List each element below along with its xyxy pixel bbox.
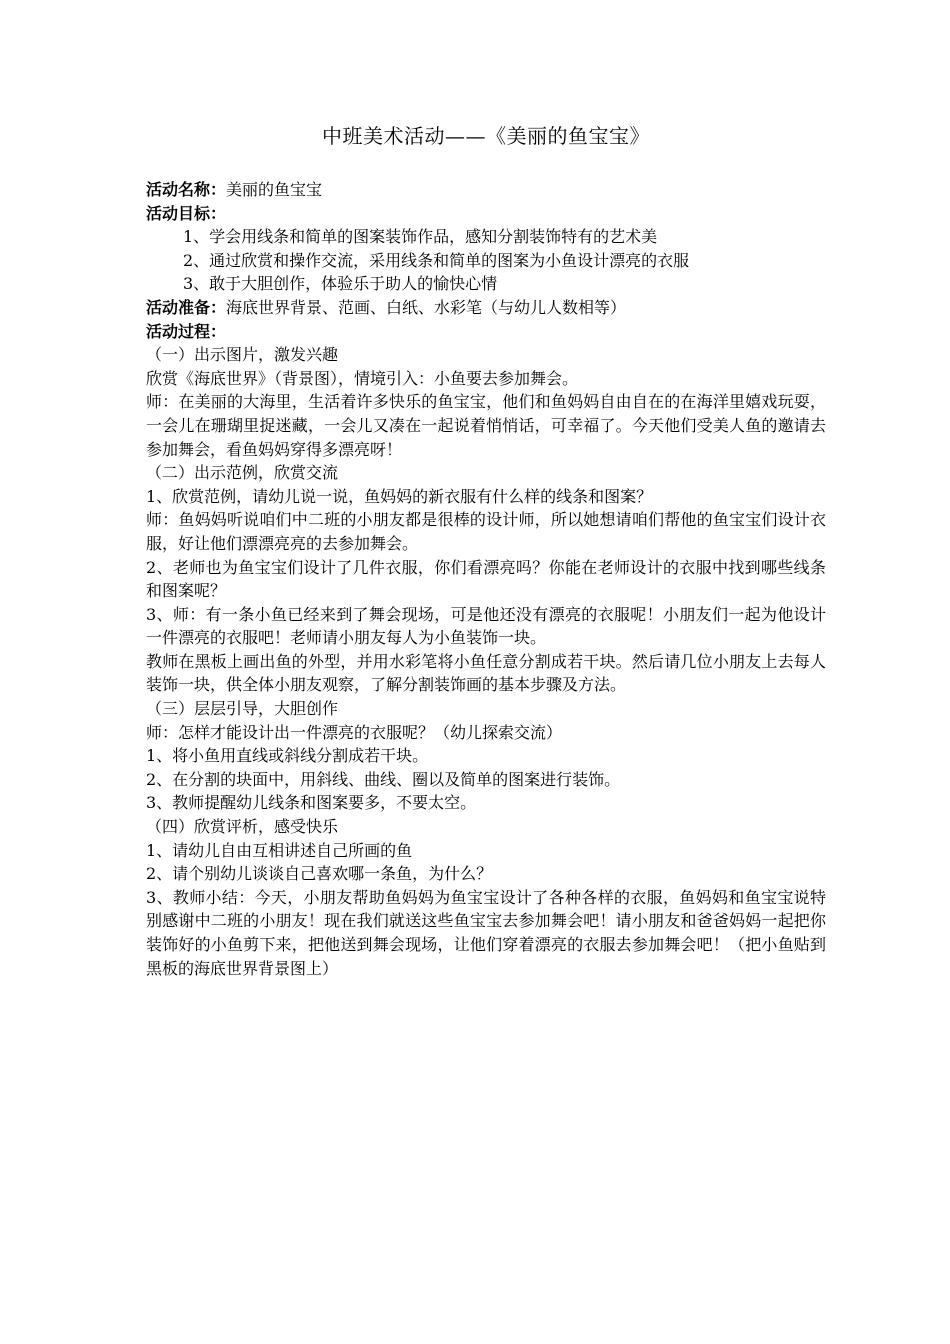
paragraph: 师：在美丽的大海里，生活着许多快乐的鱼宝宝，他们和鱼妈妈自由自在的在海洋里嬉戏玩耍，一会儿在珊瑚里捉迷藏，一会儿又凑在一起说着悄悄话，可幸福了。今天他们受美人鱼的邀请去参加舞会，看鱼妈妈穿得多漂亮呀！ (146, 392, 826, 459)
paragraph: 欣赏《海底世界》（背景图），情境引入：小鱼要去参加舞会。 (146, 368, 579, 388)
paragraph: 1、欣赏范例，请幼儿说一说，鱼妈妈的新衣服有什么样的线条和图案？ (146, 486, 653, 506)
paragraph: 3、教师小结：今天，小朋友帮助鱼妈妈为鱼宝宝设计了各种各样的衣服，鱼妈妈和鱼宝宝说特别感谢中二班的小朋友！现在我们就送这些鱼宝宝去参加舞会吧！请小朋友和爸爸妈妈一起把你装饰好的小鱼剪下来，把他送到舞会现场，让他们穿着漂亮的衣服去参加舞会吧！（把小鱼贴到黑板的海底世界背景图上） (146, 887, 826, 978)
activity-name-label: 活动名称： (146, 180, 227, 199)
activity-prep-label: 活动准备： (146, 297, 227, 317)
goal-item: 1、学会用线条和简单的图案装饰作品，感知分割装饰特有的艺术美 (183, 227, 658, 247)
paragraph: 2、在分割的块面中，用斜线、曲线、圈以及简单的图案进行装饰。 (146, 769, 621, 789)
paragraph: 2、老师也为鱼宝宝们设计了几件衣服，你们看漂亮吗？你能在老师设计的衣服中找到哪些线条和图案呢？ (146, 557, 826, 601)
paragraph: 1、请幼儿自由互相讲述自己所画的鱼 (146, 840, 413, 860)
paragraph: 3、师：有一条小鱼已经来到了舞会现场，可是他还没有漂亮的衣服呢！小朋友们一起为他设计一件漂亮的衣服吧！老师请小朋友每人为小鱼装饰一块。 (146, 604, 826, 648)
paragraph: 1、将小鱼用直线或斜线分割成若干块。 (146, 746, 429, 766)
section-heading: （一）出示图片，激发兴趣 (146, 345, 339, 365)
activity-process-label: 活动过程： (146, 321, 227, 341)
activity-prep-line (146, 296, 826, 320)
activity-goals-label: 活动目标： (146, 203, 227, 223)
paragraph: 3、教师提醒幼儿线条和图案要多，不要太空。 (146, 793, 477, 813)
activity-prep-value: 海底世界背景、范画、白纸、水彩笔（与幼儿人数相等） (226, 297, 627, 317)
paragraph: 2、请个别幼儿谈谈自己喜欢哪一条鱼，为什么？ (146, 864, 493, 884)
goal-item: 3、敢于大胆创作，体验乐于助人的愉快心情 (183, 274, 498, 294)
document-page (146, 118, 826, 980)
activity-goals-line (146, 202, 826, 226)
section-heading: （二）出示范例，欣赏交流 (146, 463, 339, 483)
document-title: 中班美术活动——《美丽的鱼宝宝》 (322, 124, 650, 148)
section-heading: （四）欣赏评析，感受快乐 (146, 817, 339, 837)
activity-name-line (146, 178, 826, 202)
paragraph: 师：怎样才能设计出一件漂亮的衣服呢？（幼儿探索交流） (146, 722, 563, 742)
activity-name-value: 美丽的鱼宝宝 (226, 180, 323, 199)
section-heading: （三）层层引导，大胆创作 (146, 699, 339, 719)
activity-process-line (146, 320, 826, 344)
paragraph: 教师在黑板上画出鱼的外型，并用水彩笔将小鱼任意分割成若干块。然后请几位小朋友上去每人装饰一块，供全体小朋友观察，了解分割装饰画的基本步骤及方法。 (146, 651, 826, 695)
goal-item: 2、通过欣赏和操作交流，采用线条和简单的图案为小鱼设计漂亮的衣服 (183, 250, 690, 270)
paragraph: 师：鱼妈妈听说咱们中二班的小朋友都是很棒的设计师，所以她想请咱们帮他的鱼宝宝们设计衣服，好让他们漂漂亮亮的去参加舞会。 (146, 510, 826, 553)
document-content (146, 178, 826, 980)
